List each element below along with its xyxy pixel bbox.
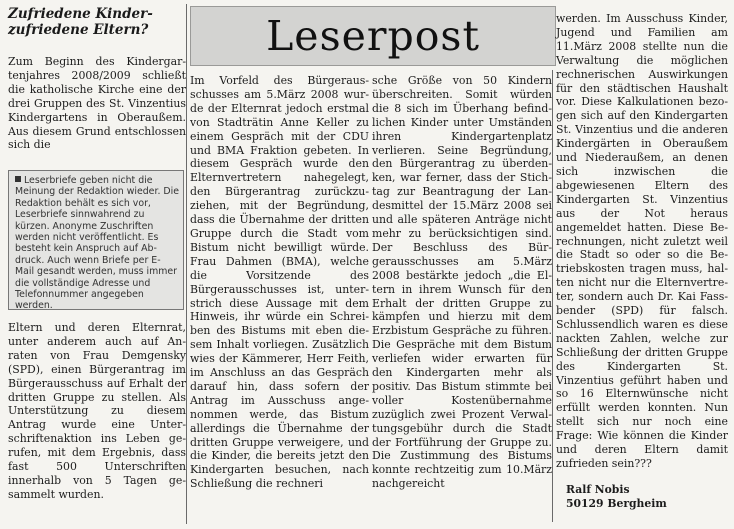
headline	[8, 6, 188, 38]
author-location: 50129 Bergheim	[566, 497, 667, 510]
column-4	[556, 12, 728, 470]
signature	[566, 483, 716, 511]
column-1-intro	[8, 55, 186, 165]
column-divider	[552, 70, 553, 522]
author-name: Ralf Nobis	[566, 483, 630, 496]
column-4-paragraph: werden. Im Ausschuss Kinder, Jugend und Familien am 11.März 2008 stellte nun die Verwaltung die möglichen rechnerischen Auswirkungen für den städtischen Haushalt vor. Diese Kalkulationen bezogen sich auf den Kindergarten St. Vinzentius und die anderen Kindergärten in Oberaußem und Niederaußem, an denen sich inzwischen die abgewiesenen Eltern des Kindergarten St. Vinzentius aus der Not heraus angemeldet hatten. Diese Berechnungen, nicht zuletzt weil die Stadt so oder so die Betriebskosten tragen muss, halten nicht nur die Elternvertreter, sondern auch Dr. Kai Fassbender (SPD) für falsch. Schlussendlich waren es diese nackten Zahlen, welche zur Schließung der dritten Gruppe des Kindergarten St. Vinzentius geführt haben und so 16 Elternwünsche nicht erfüllt werden konnten. Nun stellt sich nur noch eine Frage: Wie können die Kinder und deren Eltern damit zufrieden sein???	[556, 12, 728, 470]
bullet-square-icon	[15, 176, 21, 182]
column-2-paragraph: Im Vorfeld des Bürgerausschusses am 5.März 2008 wurde der Elternrat jedoch erstmal von Stadträtin Anne Keller zu einem Gespräch mit der CDU und BMA Fraktion gebeten. In diesem Gespräch wurde den Elternvertretern nahegelegt, den Bürgerantrag zurückzuziehen, mit der Begründung, dass die Übernahme der dritten Gruppe durch die Stadt vom Bistum nicht bewilligt würde. Frau Dahmen (BMA), welche die Vorsitzende des Bürgerausschusses ist, unterstrich diese Aussage mit dem Hinweis, ihr würde ein Schreiben des Bistums mit eben diesem Inhalt vorliegen. Zusätzlich wies der Kämmerer, Herr Feith, im Anschluss an das Gespräch darauf hin, dass sofern der Antrag im Ausschuss angenommen werde, das Bistum allerdings die Übernahme der dritten Gruppe verweigere, und die Kinder, die bereits jetzt den Kindergarten besuchen, nach Schließung die rechneri	[190, 74, 369, 491]
editorial-note	[15, 175, 179, 312]
editorial-note-box	[8, 170, 184, 310]
section-title: Leserpost	[266, 12, 480, 60]
headline-line-1: Zufriedene Kinder-	[8, 6, 153, 22]
column-2	[190, 74, 369, 524]
column-1-paragraph: Eltern und deren Elternrat, unter anderem auch auf Anraten von Frau Demgensky (SPD), einen Bürgerantrag im Bürgerausschuss auf Erhalt der dritten Gruppe zu stellen. Als Unterstützung zu diesem Antrag wurde eine Unterschriftenaktion ins Leben gerufen, mit dem Ergebnis, dass fast 500 Unterschriften innerhalb von 5 Tagen gesammelt wurden.	[8, 321, 186, 501]
headline-line-2: zufriedene Eltern?	[8, 22, 149, 38]
column-3-paragraph: sche Größe von 50 Kindern überschreiten. Somit würden die 8 sich im Überhang befindlichen Kinder unter Umständen ihren Kindergartenplatz verlieren. Seine Begründung, den Bürgerantrag zu überdenken, war ferner, dass der Stichtag zur Beantragung der Landesmittel der 15.März 2008 sei und alle späteren Anträge nicht mehr zu berücksichtigen sind. Der Beschluss des Bürgerausschusses am 5.März 2008 bestärkte jedoch „die Eltern in ihrem Wunsch für den Erhalt der dritten Gruppe zu kämpfen und hierzu mit dem Erzbistum Gespräche zu führen. Die Gespräche mit dem Bistum verliefen wider erwarten für den Kindergarten mehr als positiv. Das Bistum stimmte bei voller Kostenübernahme zuzüglich zwei Prozent Verwaltungsgebühr durch die Stadt der Fortführung der Gruppe zu. Die Zustimmung des Bistums konnte rechtzeitig zum 10.März nachgereicht	[372, 74, 552, 491]
column-3	[372, 74, 552, 524]
section-title-box	[190, 6, 556, 66]
column-divider	[186, 4, 187, 524]
column-1-continued	[8, 321, 186, 527]
editorial-note-text: Leserbriefe geben nicht die Meinung der Redaktion wieder. Die Redaktion behält es sich vor, Leserbriefe sinnwahrend zu kürzen. Anonyme Zuschriften werden nicht veröffentlicht. Es besteht kein Anspruch auf Abdruck. Auch wenn Briefe per E-Mail gesandt werden, muss immer die vollständige Adresse und Telefonnummer angegeben werden.	[15, 175, 179, 312]
intro-paragraph: Zum Beginn des Kindergartenjahres 2008/2009 schließt die katholische Kirche eine der drei Gruppen des St. Vinzentius Kindergartens in Oberaußem. Aus diesem Grund entschlossen sich die	[8, 55, 186, 152]
